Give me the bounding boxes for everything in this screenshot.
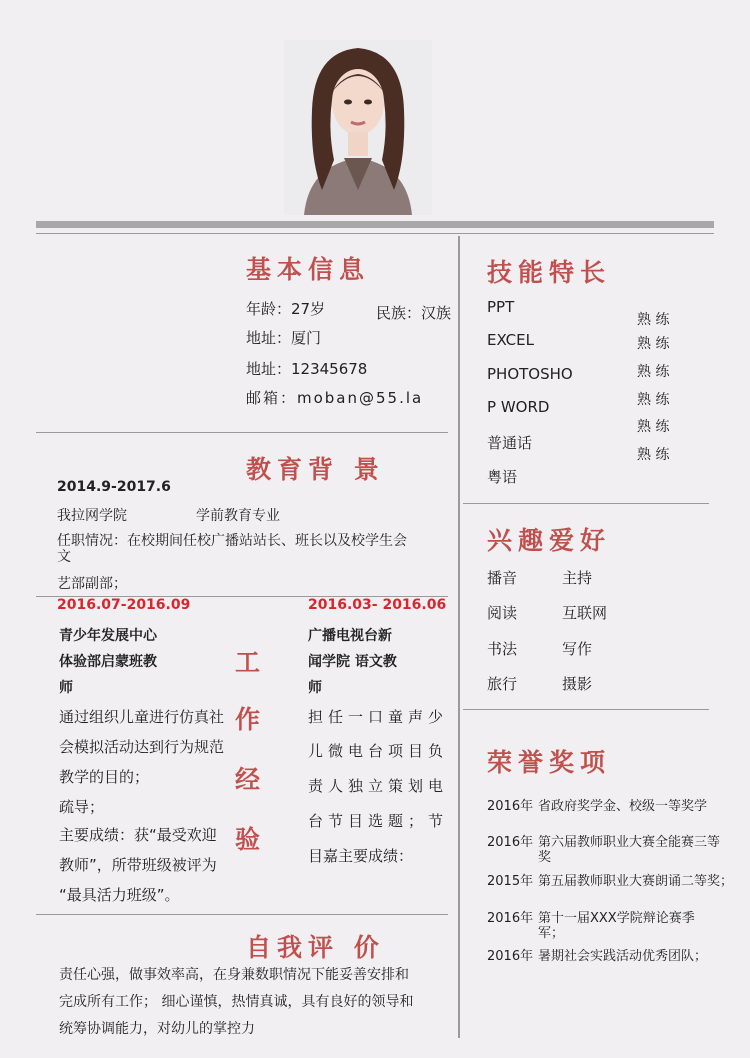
work-right-desc: 担任一口童声少 <box>308 708 449 726</box>
section-title-work-char: 经 <box>235 765 267 794</box>
skill-name: 粤语 <box>487 468 518 486</box>
skill-level: 熟 练 <box>637 312 670 328</box>
skill-level: 熟 练 <box>637 447 670 463</box>
award-text: 第十一届XXX学院辩论赛季 <box>538 911 695 926</box>
divider <box>463 709 709 710</box>
work-left-desc: 会模拟活动达到行为规范 <box>59 738 225 756</box>
skill-name: EXCEL <box>487 331 534 349</box>
award-year: 2015年 <box>487 874 534 889</box>
section-title-skills: 技能特长 <box>487 258 612 287</box>
divider <box>36 233 714 234</box>
skill-level: 熟 练 <box>637 364 670 380</box>
divider <box>36 432 448 433</box>
award-year: 2016年 <box>487 911 534 926</box>
award-text: 暑期社会实践活动优秀团队； <box>538 949 708 964</box>
top-divider <box>36 221 714 228</box>
education-school: 我拉网学院 <box>57 508 127 524</box>
work-left-org: 青少年发展中心 <box>59 628 157 644</box>
award-text: 第五届教师职业大赛朗诵二等奖； <box>538 874 734 889</box>
divider <box>463 503 709 504</box>
hobby-item: 播音 <box>487 569 518 587</box>
award-year: 2016年 <box>487 799 534 814</box>
profile-photo <box>284 40 432 215</box>
work-left-desc: 教学的目的； <box>59 768 150 786</box>
section-title-self-evaluation: 自我评 价 <box>246 933 385 962</box>
section-title-education: 教育背 景 <box>246 455 385 484</box>
skill-name: PHOTOSHO <box>487 365 573 383</box>
hobby-item: 主持 <box>562 569 593 587</box>
education-major: 学前教育专业 <box>196 508 280 524</box>
hobby-item: 阅读 <box>487 604 518 622</box>
section-title-work-char: 工 <box>235 648 267 677</box>
section-title-work-char: 作 <box>235 705 267 734</box>
hobby-item: 摄影 <box>562 675 593 693</box>
section-title-awards: 荣誉奖项 <box>487 748 612 777</box>
work-left-org: 体验部启蒙班教 <box>59 654 157 670</box>
education-duty: 任职情况：在校期间任校广播站站长、班长以及校学生会 <box>57 533 407 549</box>
work-left-org: 师 <box>59 680 73 696</box>
phone-field: 地址：12345678 <box>246 360 368 378</box>
skill-name: PPT <box>487 298 515 316</box>
work-right-org: 广播电视台新 <box>308 628 392 644</box>
skill-name: P WORD <box>487 398 550 416</box>
work-right-org: 师 <box>308 680 322 696</box>
work-left-desc: 主要成绩：获“最受欢迎 <box>59 826 217 844</box>
award-text: 第六届教师职业大赛全能赛三等 <box>538 835 721 850</box>
work-right-desc: 儿微电台项目负 <box>308 742 449 760</box>
skill-level: 熟 练 <box>637 336 670 352</box>
self-evaluation-line: 完成所有工作； 细心谨慎，热情真诚，具有良好的领导和 <box>59 994 414 1010</box>
skill-level: 熟 练 <box>637 419 670 435</box>
address-field: 地址：厦门 <box>246 329 322 347</box>
work-right-desc: 责人独立策划电 <box>308 777 449 795</box>
section-title-basic-info: 基本信息 <box>246 255 371 284</box>
hobby-item: 书法 <box>487 640 518 658</box>
award-year: 2016年 <box>487 835 534 850</box>
self-evaluation-line: 统筹协调能力，对幼儿的掌控力 <box>59 1021 255 1037</box>
award-year: 2016年 <box>487 949 534 964</box>
email-field: 邮箱：moban@55.la <box>246 389 424 407</box>
award-text: 省政府奖学金、校级一等奖学 <box>538 799 708 814</box>
column-divider <box>458 236 460 1038</box>
award-text: 军； <box>538 926 565 941</box>
work-left-desc: 教师”，所带班级被评为 <box>59 856 217 874</box>
work-left-date: 2016.07-2016.09 <box>57 597 191 613</box>
education-period: 2014.9-2017.6 <box>57 479 171 495</box>
award-text: 奖 <box>538 850 552 865</box>
work-right-date: 2016.03- 2016.06 <box>308 597 447 613</box>
education-duty-cont: 文 <box>57 549 71 565</box>
section-title-work-char: 验 <box>235 825 267 854</box>
education-duty-cont: 艺部副部； <box>57 576 127 592</box>
hobby-item: 互联网 <box>562 604 608 622</box>
skill-level: 熟 练 <box>637 392 670 408</box>
section-title-hobbies: 兴趣爱好 <box>487 526 612 555</box>
work-left-desc: “最具活力班级”。 <box>59 886 180 904</box>
divider <box>36 914 448 915</box>
age-field: 年龄：27岁 <box>246 300 326 318</box>
work-right-desc: 目嘉主要成绩： <box>308 847 414 865</box>
work-right-desc: 台节目选题；节 <box>308 812 449 830</box>
self-evaluation-line: 责任心强，做事效率高，在身兼数职情况下能妥善安排和 <box>59 967 409 983</box>
work-left-desc: 通过组织儿童进行仿真社 <box>59 708 225 726</box>
portrait-photo-icon <box>284 40 432 215</box>
ethnicity-field: 民族：汉族 <box>376 304 452 322</box>
work-right-org: 闻学院 语文教 <box>308 654 397 670</box>
skill-name: 普通话 <box>487 434 533 452</box>
work-left-desc: 疏导； <box>59 798 105 816</box>
hobby-item: 旅行 <box>487 675 518 693</box>
hobby-item: 写作 <box>562 640 593 658</box>
